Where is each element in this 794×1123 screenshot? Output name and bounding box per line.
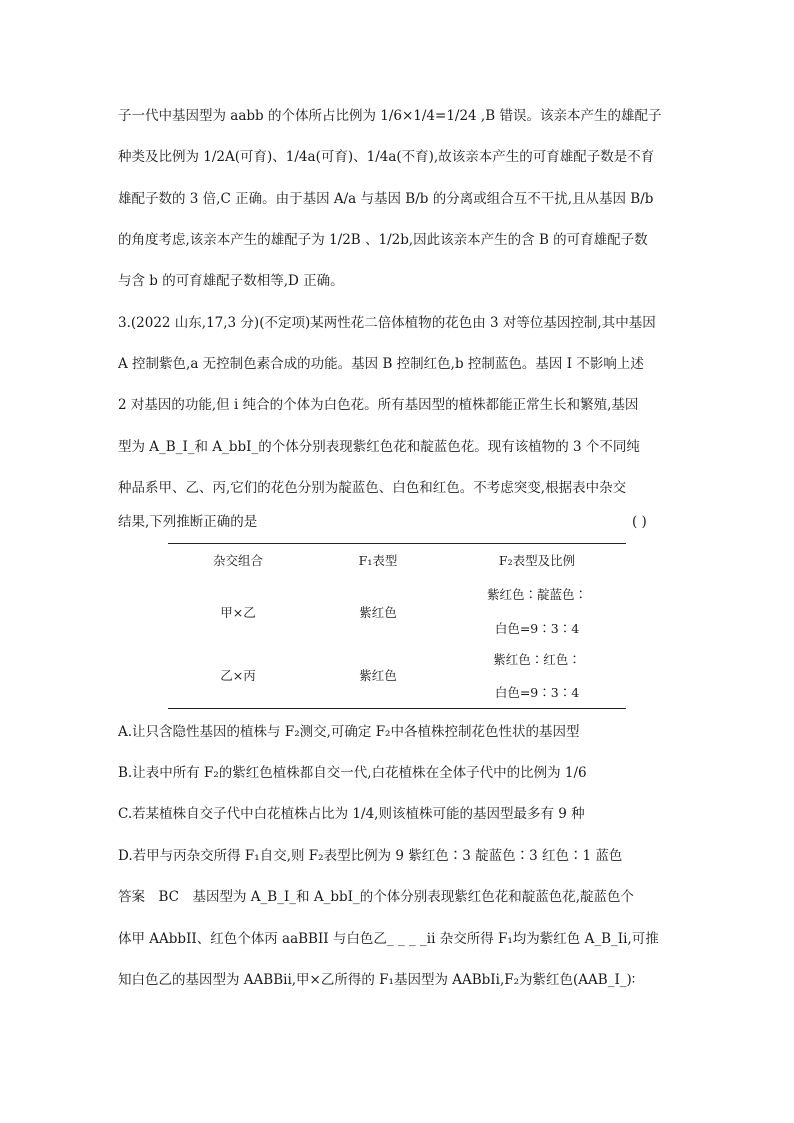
answer-line: 体甲 AAbbII、红色个体丙 aaBBII 与白色乙_ _ _ _ii 杂交所得 F₁均为紫红色 A_B_Ii,可推	[118, 931, 659, 947]
table-bottom-rule	[168, 708, 626, 709]
paragraph-line: 与含 b 的可育雄配子数相等,D 正确。	[118, 273, 344, 289]
table-cell-f2: 白色=9∶3∶4	[494, 621, 580, 636]
answer-line: 答案 BC 基因型为 A_B_I_和 A_bbI_的个体分别表现紫红色花和靛蓝色花,靛蓝色个	[118, 889, 634, 905]
paragraph-line: 种类及比例为 1/2A(可育)、1/4a(可育)、1/4a(不育),故该亲本产生的可育雄配子数是不育	[118, 149, 655, 165]
table-cell-f1: 紫红色	[359, 668, 397, 683]
option-b: B.让表中所有 F₂的紫红色植株都自交一代,白花植株在全体子代中的比例为 1/6	[118, 765, 587, 781]
table-cell-f2: 紫红色∶靛蓝色∶	[486, 587, 587, 602]
question-line: 型为 A_B_I_和 A_bbI_的个体分别表现紫红色花和靛蓝色花。现有该植物的 3 个不同纯	[118, 439, 640, 455]
answer-line: 知白色乙的基因型为 AABBii,甲×乙所得的 F₁基因型为 AABbIi,F₂为紫红色(AAB_I_)∶	[118, 972, 636, 988]
option-d: D.若甲与丙杂交所得 F₁自交,则 F₂表型比例为 9 紫红色∶3 靛蓝色∶3 红色∶1 蓝色	[118, 848, 623, 864]
question-line: 2 对基因的功能,但 i 纯合的个体为白色花。所有基因型的植株都能正常生长和繁殖,基因	[118, 397, 639, 413]
paragraph-line: 的角度考虑,该亲本产生的雄配子为 1/2B 、1/2b,因此该亲本产生的含 B 的可育雄配子数	[118, 232, 648, 248]
question-line: A 控制紫色,a 无控制色素合成的功能。基因 B 控制红色,b 控制蓝色。基因 I 不影响上述	[118, 356, 644, 372]
table-cell-f2: 紫红色∶红色∶	[493, 652, 581, 667]
table-header-cross: 杂交组合	[212, 553, 263, 568]
table-top-rule	[168, 543, 626, 544]
question-line: 种品系甲、乙、丙,它们的花色分别为靛蓝色、白色和红色。不考虑突变,根据表中杂交	[118, 480, 627, 496]
paragraph-line: 雄配子数的 3 倍,C 正确。由于基因 A/a 与基因 B/b 的分离或组合互不干扰,且从基因 B/b	[118, 191, 654, 207]
table-cell-cross: 乙×丙	[220, 668, 256, 683]
option-a: A.让只含隐性基因的植株与 F₂测交,可确定 F₂中各植株控制花色性状的基因型	[118, 724, 580, 740]
table-header-f1: F₁表型	[358, 553, 398, 568]
question-line: 3.(2022 山东,17,3 分)(不定项)某两性花二倍体植物的花色由 3 对等位基因控制,其中基因	[118, 315, 656, 331]
question-line: 结果,下列推断正确的是	[118, 514, 258, 530]
table-cell-cross: 甲×乙	[220, 605, 256, 620]
table-header-f2: F₂表型及比例	[498, 553, 576, 568]
answer-parentheses: ( )	[632, 514, 647, 530]
table-cell-f2: 白色=9∶3∶4	[494, 685, 580, 700]
option-c: C.若某植株自交子代中白花植株占比为 1/4,则该植株可能的基因型最多有 9 种	[118, 806, 585, 822]
paragraph-line: 子一代中基因型为 aabb 的个体所占比例为 1/6×1/4=1/24 ,B 错误。该亲本产生的雄配子	[118, 108, 662, 124]
table-cell-f1: 紫红色	[359, 605, 397, 620]
